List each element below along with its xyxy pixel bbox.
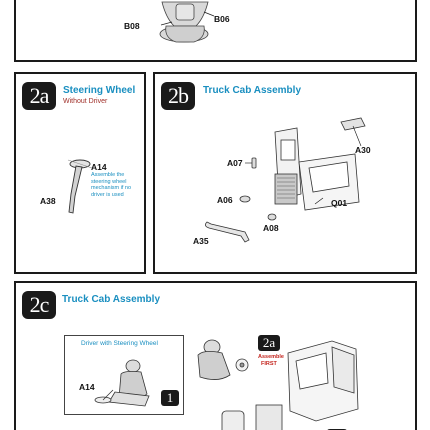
top-step-panel <box>14 0 417 62</box>
part-label-a35: A35 <box>193 236 209 246</box>
part-label-q01: Q01 <box>331 198 348 208</box>
part-label-a14-2a: A14 <box>91 162 107 172</box>
sub-box-step-badge: 1 <box>161 390 179 406</box>
panel-2a-subtitle: Without Driver <box>63 98 108 105</box>
cab-assembly-driver-placement-art <box>16 283 417 430</box>
part-label-a06: A06 <box>217 195 233 205</box>
driver-seated-figure-art <box>16 0 417 62</box>
panel-2b-title: Truck Cab Assembly <box>203 85 302 96</box>
assemble-first-line2: FIRST <box>261 361 277 367</box>
part-label-a08: A08 <box>263 223 279 233</box>
part-label-a30: A30 <box>355 145 371 155</box>
step-2c-panel <box>14 281 417 430</box>
sub-box-title: Driver with Steering Wheel <box>81 340 158 347</box>
panel-2c-title: Truck Cab Assembly <box>62 294 161 305</box>
panel-2a-note: Assemble the steering wheel mechanism if no driver is used <box>91 172 132 198</box>
step-badge-2c: 2c <box>22 291 56 319</box>
part-label-b06: B06 <box>214 14 230 24</box>
step-2a-panel <box>14 72 146 274</box>
part-label-b08: B08 <box>124 21 140 31</box>
part-label-a38: A38 <box>40 196 56 206</box>
part-label-a14-2c: A14 <box>79 382 95 392</box>
panel-2a-title: Steering Wheel <box>63 85 136 96</box>
assemble-first-line1: Assemble <box>258 354 284 360</box>
part-label-a07: A07 <box>227 158 243 168</box>
ref-step-badge-2a: 2a <box>258 335 280 351</box>
step-2b-panel <box>153 72 417 274</box>
step-badge-2b: 2b <box>161 82 195 110</box>
step-badge-2a: 2a <box>22 82 56 110</box>
